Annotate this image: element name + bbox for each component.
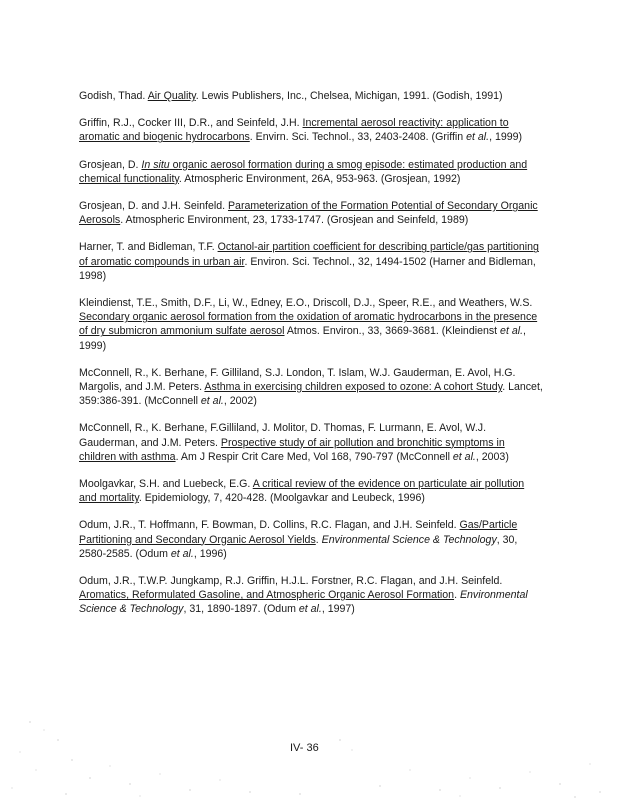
ref-citation: . Lewis Publishers, Inc., Chelsea, Michigan, 1991. (Godish, 1991) — [195, 90, 503, 102]
ref-etal: et al. — [200, 395, 224, 408]
ref-citation-end: , 1996) — [193, 547, 227, 560]
ref-citation: . Atmospheric Environment, 26A, 953-963. (Grosjean, 1992) — [178, 172, 461, 185]
ref-authors: Odum, J.R., T.W.P. Jungkamp, R.J. Griffin, H.J.L. Forstner, R.C. Flagan, and J.H. Seinfeld. — [79, 575, 503, 588]
ref-title: Prospective study of air pollution and bronchitic symptoms in children with asthma — [79, 436, 505, 463]
ref-authors: Godish, Thad. — [79, 90, 148, 102]
ref-citation-end: , 1997) — [321, 603, 355, 616]
ref-citation: . Epidemiology, 7, 420-428. (Moolgavkar and Leubeck, 1996) — [138, 492, 425, 505]
ref-journal: Environmental Science & Technology — [321, 533, 497, 546]
reference-entry — [79, 89, 544, 103]
reference-entry — [79, 199, 544, 227]
ref-citation: . Environ. Sci. Technol., 32, 1494-1502 (Harner and Bidleman, 1998) — [79, 255, 536, 282]
ref-authors: McConnell, R., K. Berhane, F. Gilliland, S.J. London, T. Islam, W.J. Gauderman, E. Avol, H.G. Margolis, and J.M. Peters. — [79, 366, 516, 394]
ref-etal: et al. — [170, 547, 194, 560]
reference-entry — [79, 240, 544, 283]
ref-citation: . Am J Respir Crit Care Med, Vol 168, 790-797 (McConnell — [175, 450, 453, 463]
ref-citation: . — [315, 533, 322, 546]
ref-authors: Odum, J.R., T. Hoffmann, F. Bowman, D. Collins, R.C. Flagan, and J.H. Seinfeld. — [79, 519, 460, 532]
ref-title: A critical review of the evidence on particulate air pollution and mortality — [79, 478, 525, 505]
ref-etal: et al. — [452, 450, 476, 463]
ref-citation: . Atmospheric Environment, 23, 1733-1747. (Grosjean and Seinfeld, 1989) — [120, 214, 469, 227]
ref-title: Asthma in exercising children exposed to ozone: A cohort Study — [204, 381, 503, 394]
ref-citation-end: , 1999) — [489, 131, 523, 144]
reference-entry — [79, 116, 544, 144]
ref-citation-end: , 2003) — [475, 450, 509, 463]
ref-title: Incremental aerosol reactivity: application to aromatic and biogenic hydrocarbons — [79, 117, 509, 144]
page-number: IV- 36 — [290, 742, 319, 754]
ref-title: Air Quality — [147, 90, 196, 102]
ref-authors: Grosjean, D. — [79, 158, 142, 171]
ref-citation-end: , 1999) — [79, 325, 526, 352]
ref-etal: et al. — [466, 131, 490, 144]
ref-authors: Griffin, R.J., Cocker III, D.R., and Seinfeld, J.H. — [79, 117, 303, 130]
ref-citation: , 30, 2580-2585. (Odum — [79, 533, 518, 560]
ref-authors: Grosjean, D. and J.H. Seinfeld. — [79, 200, 228, 213]
ref-authors: Kleindienst, T.E., Smith, D.F., Li, W., Edney, E.O., Driscoll, D.J., Speer, R.E., and Weathers, W.S. — [79, 297, 533, 310]
ref-title-italic: In situ — [141, 158, 170, 171]
ref-title: Secondary organic aerosol formation from the oxidation of aromatic hydrocarbons in the presence of dry submicron ammonium sulfate aerosol — [79, 311, 538, 338]
ref-etal: et al. — [298, 603, 322, 616]
reference-entry — [79, 518, 544, 561]
ref-etal: et al. — [500, 325, 524, 338]
ref-citation: Atmos. Environ., 33, 3669-3681. (Kleindienst — [284, 325, 501, 338]
ref-citation: . Envirn. Sci. Technol., 33, 2403-2408. (Griffin — [249, 131, 467, 144]
ref-title: Octanol-air partition coefficient for describing particle/gas partitioning of aromatic compounds in urban air — [79, 241, 539, 268]
ref-citation: . Lancet, 359:386-391. (McConnell — [79, 381, 543, 408]
ref-title: Parameterization of the Formation Potential of Secondary Organic Aerosols — [79, 200, 538, 227]
ref-title: Aromatics, Reformulated Gasoline, and Atmospheric Organic Aerosol Formation — [79, 589, 455, 602]
reference-entry — [79, 158, 544, 186]
reference-entry — [79, 477, 544, 505]
ref-journal: Environmental Science & Technology — [79, 589, 528, 616]
ref-authors: Moolgavkar, S.H. and Luebeck, E.G. — [79, 478, 253, 491]
reference-list — [79, 89, 544, 630]
ref-title: Gas/Particle Partitioning and Secondary Organic Aerosol Yields — [79, 519, 518, 546]
reference-entry — [79, 421, 544, 464]
reference-entry — [79, 574, 544, 617]
ref-citation: . — [454, 589, 460, 602]
ref-authors: McConnell, R., K. Berhane, F.Gilliland, J. Molitor, D. Thomas, F. Lurmann, E. Avol, W.J. Gauderman, and J.M. Peters. — [79, 422, 487, 449]
ref-authors: Harner, T. and Bidleman, T.F. — [79, 241, 218, 254]
reference-entry — [79, 296, 544, 353]
ref-title: organic aerosol formation during a smog episode: estimated production and chemical functionality — [79, 158, 528, 185]
ref-citation-end: , 2002) — [223, 395, 257, 408]
ref-citation: , 31, 1890-1897. (Odum — [183, 603, 299, 616]
reference-entry — [79, 366, 544, 409]
